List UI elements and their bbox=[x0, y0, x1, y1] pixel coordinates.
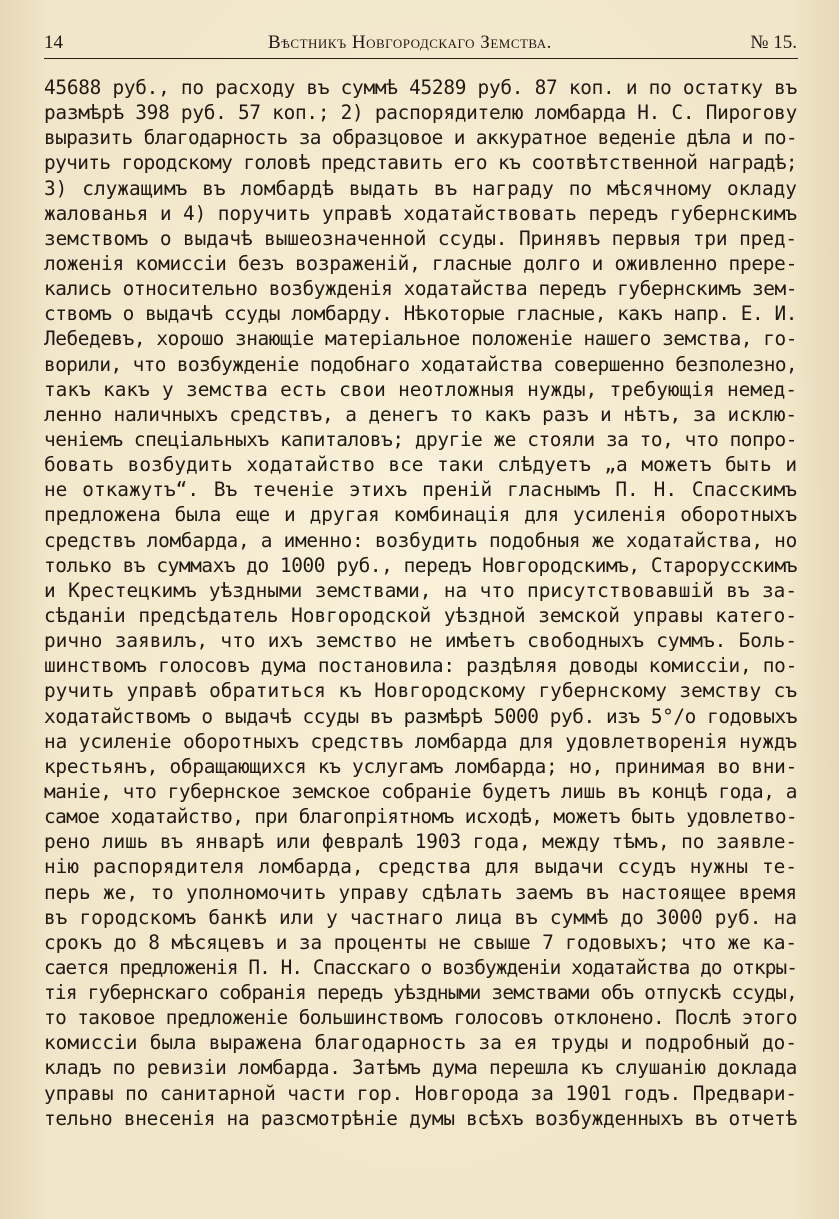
text-line: рено лишь въ январѣ или февралѣ 1903 года, между тѣмъ, по заявле- bbox=[44, 830, 797, 854]
text-line: на усиленіе оборотныхъ средствъ ломбарда для удовлетворенія нуждъ bbox=[44, 729, 797, 753]
text-line: шинствомъ голосовъ дума постановила: раздѣляя доводы комиссіи, по- bbox=[44, 654, 797, 678]
text-line: 3) служащимъ въ ломбардѣ выдать въ награду по мѣсячному окладу bbox=[44, 176, 797, 200]
text-line: и Крестецкимъ уѣздными земствами, на что присутствовавшій въ за- bbox=[44, 578, 797, 602]
text-line: выразить благодарность за образцовое и аккуратное веденіе дѣла и по- bbox=[44, 126, 797, 150]
text-line: ленно наличныхъ средствъ, а денегъ то какъ разъ и нѣтъ, за исклю- bbox=[44, 402, 797, 426]
text-line: такъ какъ у земства есть свои неотложныя нужды, требующія немед- bbox=[44, 377, 797, 401]
text-line: тія губернскаго собранія передъ уѣздными земствами объ отпускѣ ссуды, bbox=[44, 981, 797, 1005]
text-line: только въ суммахъ до 1000 руб., передъ Новгородскимъ, Старорусскимъ bbox=[44, 553, 797, 577]
text-line: ручить управѣ обратиться къ Новгородскому губернскому земству съ bbox=[44, 679, 797, 703]
text-line: сѣданіи предсѣдатель Новгородской уѣздной земской управы катего- bbox=[44, 603, 797, 627]
text-line: ходатайствомъ о выдачѣ ссуды въ размѣрѣ 5000 руб. изъ 5°/о годовыхъ bbox=[44, 704, 797, 728]
text-line: ченіемъ спеціальныхъ капиталовъ; другіе же стояли за то, что попро- bbox=[44, 427, 797, 451]
text-line: жалованья и 4) поручить управѣ ходатайствовать передъ губернскимъ bbox=[44, 201, 797, 225]
text-line: сается предложенія П. Н. Спасскаго о возбужденіи ходатайства до откры- bbox=[44, 955, 797, 979]
text-line: самое ходатайство, при благопріятномъ исходѣ, можетъ быть удовлетво- bbox=[44, 805, 797, 829]
issue-number: № 15. bbox=[750, 32, 797, 53]
text-line: нію распорядителя ломбарда, средства для выдачи ссудъ нужны те- bbox=[44, 855, 797, 879]
text-line: то таковое предложеніе большинствомъ голосовъ отклонено. Послѣ этого bbox=[44, 1006, 797, 1030]
text-line: кались относительно возбужденія ходатайства передъ губернскимъ зем- bbox=[44, 277, 797, 301]
text-line: ручить городскому головѣ представить его къ соотвѣтственной наградѣ; bbox=[44, 151, 797, 175]
text-line: ворили, что возбужденіе подобнаго ходатайства совершенно безполезно, bbox=[44, 352, 797, 376]
journal-title: Вѣстникъ Новгородскаго Земства. bbox=[268, 32, 552, 53]
page-number: 14 bbox=[44, 32, 63, 53]
text-line: Лебедевъ, хорошо знающіе матеріальное положеніе нашего земства, го- bbox=[44, 327, 797, 351]
text-line: комиссіи была выражена благодарность за ея труды и подробный до- bbox=[44, 1031, 797, 1055]
text-line: предложена была еще и другая комбинація для усиленія оборотныхъ bbox=[44, 503, 797, 527]
text-line: кладъ по ревизіи ломбарда. Затѣмъ дума перешла къ слушанію доклада bbox=[44, 1056, 797, 1080]
text-line: тельно внесенія на разсмотрѣніе думы всѣхъ возбужденныхъ въ отчетѣ bbox=[44, 1106, 797, 1130]
article-body bbox=[44, 75, 797, 1131]
text-line: управы по санитарной части гор. Новгорода за 1901 годъ. Предвари- bbox=[44, 1081, 797, 1105]
text-line: ложенія комиссіи безъ возраженій, гласные долго и оживленно прере- bbox=[44, 251, 797, 275]
text-line: бовать возбудить ходатайство все таки слѣдуетъ „а можетъ быть и bbox=[44, 453, 797, 477]
text-line: земствомъ о выдачѣ вышеозначенной ссуды. Принявъ первыя три пред- bbox=[44, 226, 797, 250]
text-line: въ городскомъ банкѣ или у частнаго лица въ суммѣ до 3000 руб. на bbox=[44, 905, 797, 929]
text-line: крестьянъ, обращающихся къ услугамъ ломбарда; но, принимая во вни- bbox=[44, 754, 797, 778]
text-line: не откажутъ“. Въ теченіе этихъ преній гласнымъ П. Н. Спасскимъ bbox=[44, 478, 797, 502]
text-line: срокъ до 8 мѣсяцевъ и за проценты не свыше 7 годовыхъ; что же ка- bbox=[44, 930, 797, 954]
text-line: ствомъ о выдачѣ ссуды ломбарду. Нѣкоторые гласные, какъ напр. Е. И. bbox=[44, 302, 797, 326]
text-line: средствъ ломбарда, а именно: возбудить подобныя же ходатайства, но bbox=[44, 528, 797, 552]
header-rule bbox=[44, 58, 798, 59]
text-line: маніе, что губернское земское собраніе будетъ лишь въ концѣ года, а bbox=[44, 779, 797, 803]
text-line: рично заявилъ, что ихъ земство не имѣетъ свободныхъ суммъ. Боль- bbox=[44, 629, 797, 653]
text-line: 45688 руб., по расходу въ суммѣ 45289 руб. 87 коп. и по остатку въ bbox=[44, 76, 797, 99]
text-line: размѣрѣ 398 руб. 57 коп.; 2) распорядителю ломбарда Н. С. Пирогову bbox=[44, 101, 797, 125]
text-line: перь же, то уполномочить управу сдѣлать заемъ въ настоящее время bbox=[44, 880, 797, 904]
running-head bbox=[44, 30, 797, 56]
